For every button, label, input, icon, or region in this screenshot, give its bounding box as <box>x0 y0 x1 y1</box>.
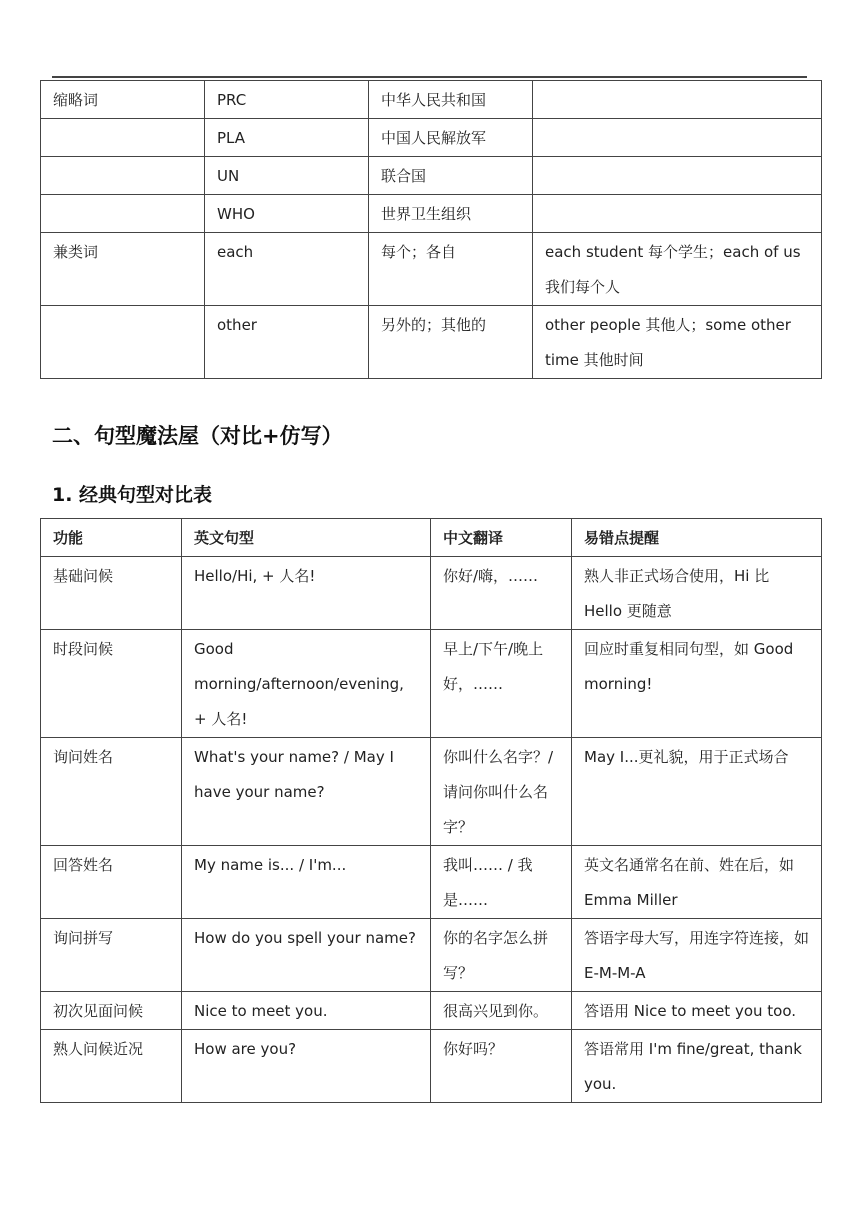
meaning-cell: 另外的；其他的 <box>369 306 533 379</box>
category-cell <box>41 195 205 233</box>
meaning-cell: 每个；各自 <box>369 233 533 306</box>
example-cell: other people 其他人；some other time 其他时间 <box>533 306 822 379</box>
category-cell <box>41 306 205 379</box>
english-pattern-cell: Good morning/afternoon/evening, + 人名! <box>182 630 431 738</box>
table-header-row <box>41 519 822 557</box>
word-cell: other <box>205 306 369 379</box>
subsection-title: 1. 经典句型对比表 <box>52 484 213 506</box>
meaning-cell: 世界卫生组织 <box>369 195 533 233</box>
table-row <box>41 306 822 379</box>
function-cell: 初次见面问候 <box>41 992 182 1030</box>
word-cell: UN <box>205 157 369 195</box>
function-cell: 询问拼写 <box>41 919 182 992</box>
english-pattern-cell: Hello/Hi, + 人名! <box>182 557 431 630</box>
tips-cell: 英文名通常名在前、姓在后，如 Emma Miller <box>572 846 822 919</box>
word-cell: PRC <box>205 81 369 119</box>
function-cell: 熟人问候近况 <box>41 1030 182 1103</box>
word-cell: PLA <box>205 119 369 157</box>
vocabulary-table <box>40 80 822 379</box>
function-header: 功能 <box>41 519 182 557</box>
chinese-translation-cell: 你的名字怎么拼写？ <box>431 919 572 992</box>
category-cell: 兼类词 <box>41 233 205 306</box>
tips-cell: May I...更礼貌，用于正式场合 <box>572 738 822 846</box>
english-pattern-cell: How are you? <box>182 1030 431 1103</box>
chinese-translation-header: 中文翻译 <box>431 519 572 557</box>
word-cell: each <box>205 233 369 306</box>
meaning-cell: 中国人民解放军 <box>369 119 533 157</box>
table-row <box>41 81 822 119</box>
example-cell <box>533 119 822 157</box>
english-pattern-cell: What's your name? / May I have your name? <box>182 738 431 846</box>
word-cell: WHO <box>205 195 369 233</box>
tips-cell: 熟人非正式场合使用，Hi 比 Hello 更随意 <box>572 557 822 630</box>
table-row <box>41 233 822 306</box>
tips-cell: 答语字母大写，用连字符连接，如 E-M-M-A <box>572 919 822 992</box>
category-cell <box>41 119 205 157</box>
chinese-translation-cell: 你叫什么名字？/请问你叫什么名字？ <box>431 738 572 846</box>
function-cell: 时段问候 <box>41 630 182 738</box>
table-row <box>41 630 822 738</box>
english-pattern-cell: Nice to meet you. <box>182 992 431 1030</box>
chinese-translation-cell: 早上/下午/晚上好，…… <box>431 630 572 738</box>
category-cell <box>41 157 205 195</box>
chinese-translation-cell: 你好/嗨，…… <box>431 557 572 630</box>
table-row <box>41 557 822 630</box>
chinese-translation-cell: 很高兴见到你。 <box>431 992 572 1030</box>
sentence-pattern-table <box>40 518 822 1103</box>
table-row <box>41 157 822 195</box>
category-cell: 缩略词 <box>41 81 205 119</box>
english-pattern-header: 英文句型 <box>182 519 431 557</box>
tips-header: 易错点提醒 <box>572 519 822 557</box>
tips-cell: 答语用 Nice to meet you too. <box>572 992 822 1030</box>
table-row <box>41 195 822 233</box>
function-cell: 回答姓名 <box>41 846 182 919</box>
table-row <box>41 919 822 992</box>
table-row <box>41 738 822 846</box>
table-row <box>41 119 822 157</box>
english-pattern-cell: My name is... / I'm... <box>182 846 431 919</box>
function-cell: 询问姓名 <box>41 738 182 846</box>
example-cell <box>533 157 822 195</box>
example-cell <box>533 81 822 119</box>
chinese-translation-cell: 我叫…… / 我是…… <box>431 846 572 919</box>
table-row <box>41 1030 822 1103</box>
function-cell: 基础问候 <box>41 557 182 630</box>
section-title: 二、句型魔法屋（对比+仿写） <box>52 424 343 448</box>
table-row <box>41 992 822 1030</box>
chinese-translation-cell: 你好吗？ <box>431 1030 572 1103</box>
header-rule <box>52 76 807 78</box>
meaning-cell: 中华人民共和国 <box>369 81 533 119</box>
table-row <box>41 846 822 919</box>
tips-cell: 回应时重复相同句型，如 Good morning! <box>572 630 822 738</box>
tips-cell: 答语常用 I'm fine/great, thank you. <box>572 1030 822 1103</box>
example-cell: each student 每个学生；each of us 我们每个人 <box>533 233 822 306</box>
meaning-cell: 联合国 <box>369 157 533 195</box>
english-pattern-cell: How do you spell your name? <box>182 919 431 992</box>
example-cell <box>533 195 822 233</box>
